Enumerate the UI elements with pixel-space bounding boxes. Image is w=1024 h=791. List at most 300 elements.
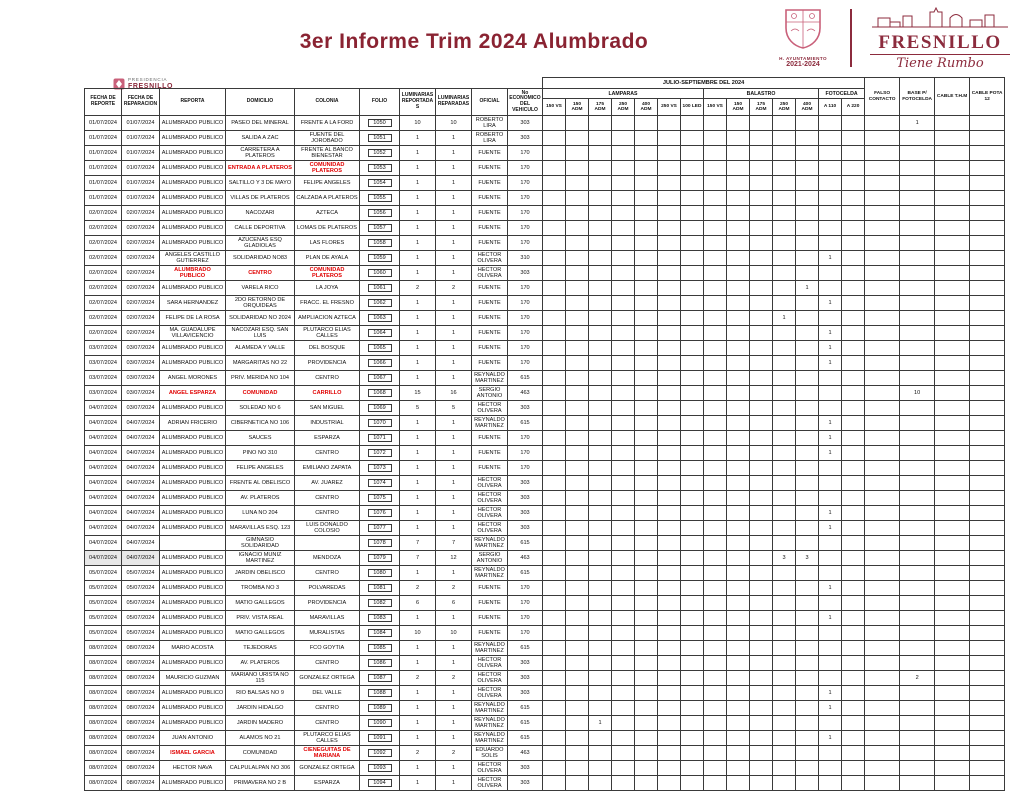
cell-reporta: ALUMBRADO PUBLICO bbox=[160, 566, 226, 581]
cell-reporta: ALUMBRADO PUBLICO bbox=[160, 116, 226, 131]
cell-oficial: FUENTE bbox=[472, 431, 508, 446]
cell-material-11 bbox=[796, 536, 819, 551]
cell-material-8 bbox=[727, 236, 750, 251]
cell-material-1 bbox=[566, 311, 589, 326]
cell-material-2 bbox=[589, 506, 612, 521]
cell-folio bbox=[360, 491, 400, 506]
cell-material-7 bbox=[704, 311, 727, 326]
cell-material-16 bbox=[935, 281, 970, 296]
cell-material-11 bbox=[796, 641, 819, 656]
cell-material-13 bbox=[842, 386, 865, 401]
cell-material-17 bbox=[970, 761, 1005, 776]
cell-material-5 bbox=[658, 551, 681, 566]
cell-material-3 bbox=[612, 341, 635, 356]
cell-reporta: MARIO ACOSTA bbox=[160, 641, 226, 656]
cell-material-1 bbox=[566, 386, 589, 401]
cell-luminarias-reparadas: 1 bbox=[436, 521, 472, 536]
cell-colonia: GONZALEZ ORTEGA bbox=[295, 761, 360, 776]
cell-material-2 bbox=[589, 371, 612, 386]
cell-material-0 bbox=[543, 476, 566, 491]
cell-material-0 bbox=[543, 581, 566, 596]
page-title: 3er Informe Trim 2024 Alumbrado bbox=[299, 30, 649, 53]
cell-fecha-reparacion: 08/07/2024 bbox=[122, 671, 160, 686]
cell-fecha-reporte: 08/07/2024 bbox=[85, 686, 122, 701]
cell-material-2 bbox=[589, 176, 612, 191]
cell-folio bbox=[360, 611, 400, 626]
cell-material-4 bbox=[635, 371, 658, 386]
cell-luminarias-reparadas: 10 bbox=[436, 116, 472, 131]
cell-material-0 bbox=[543, 386, 566, 401]
table-row bbox=[85, 491, 1005, 506]
cell-reporta: ALUMBRADO PUBLICO bbox=[160, 281, 226, 296]
cell-domicilio: SALTILLO Y 3 DE MAYO bbox=[226, 176, 295, 191]
cell-material-5 bbox=[658, 461, 681, 476]
cell-folio bbox=[360, 461, 400, 476]
cell-luminarias-reparadas: 1 bbox=[436, 776, 472, 791]
cell-material-11 bbox=[796, 701, 819, 716]
cell-material-9 bbox=[750, 656, 773, 671]
cell-material-2 bbox=[589, 161, 612, 176]
cell-material-0 bbox=[543, 701, 566, 716]
cell-oficial: FUENTE bbox=[472, 596, 508, 611]
report-table-head bbox=[85, 78, 1005, 116]
cell-material-12 bbox=[819, 626, 842, 641]
cell-material-14 bbox=[865, 116, 900, 131]
cell-material-14 bbox=[865, 521, 900, 536]
cell-material-0 bbox=[543, 191, 566, 206]
cell-reporta: ANGELES CASTILLO GUTIERREZ bbox=[160, 251, 226, 266]
cell-material-0 bbox=[543, 116, 566, 131]
cell-material-16 bbox=[935, 746, 970, 761]
folio-box: 1056 bbox=[368, 209, 392, 217]
cell-material-17 bbox=[970, 326, 1005, 341]
cell-material-5 bbox=[658, 221, 681, 236]
cell-material-4 bbox=[635, 656, 658, 671]
cell-domicilio: PRIMAVERA NO 2 B bbox=[226, 776, 295, 791]
cell-reporta: ALUMBRADO PUBLICO bbox=[160, 626, 226, 641]
folio-box: 1066 bbox=[368, 359, 392, 367]
cell-colonia: FRACC. EL FRESNO bbox=[295, 296, 360, 311]
cell-material-5 bbox=[658, 506, 681, 521]
cell-material-4 bbox=[635, 236, 658, 251]
cell-material-13 bbox=[842, 731, 865, 746]
cell-oficial: HECTOR OLIVERA bbox=[472, 491, 508, 506]
table-row bbox=[85, 236, 1005, 251]
cell-material-13 bbox=[842, 671, 865, 686]
cell-material-13 bbox=[842, 686, 865, 701]
cell-material-1 bbox=[566, 521, 589, 536]
cell-material-7 bbox=[704, 611, 727, 626]
cell-no-economico: 170 bbox=[508, 446, 543, 461]
cell-material-17 bbox=[970, 701, 1005, 716]
cell-domicilio: JARDIN MADERO bbox=[226, 716, 295, 731]
cell-material-1 bbox=[566, 161, 589, 176]
cell-oficial: HECTOR OLIVERA bbox=[472, 506, 508, 521]
cell-material-5 bbox=[658, 761, 681, 776]
cell-colonia: ESPARZA bbox=[295, 776, 360, 791]
cell-material-14 bbox=[865, 146, 900, 161]
cell-material-10 bbox=[773, 176, 796, 191]
cell-luminarias-reparadas: 12 bbox=[436, 551, 472, 566]
cell-material-5 bbox=[658, 281, 681, 296]
cell-material-16 bbox=[935, 716, 970, 731]
cell-material-15 bbox=[900, 401, 935, 416]
cell-domicilio: PRIV. MERIDA NO 104 bbox=[226, 371, 295, 386]
cell-material-8 bbox=[727, 656, 750, 671]
cell-no-economico: 615 bbox=[508, 731, 543, 746]
table-row bbox=[85, 596, 1005, 611]
table-row bbox=[85, 386, 1005, 401]
cell-no-economico: 615 bbox=[508, 566, 543, 581]
col-header-3: DOMICILIO bbox=[226, 89, 295, 116]
cell-material-16 bbox=[935, 581, 970, 596]
cell-material-16 bbox=[935, 776, 970, 791]
cell-material-3 bbox=[612, 311, 635, 326]
cell-material-15 bbox=[900, 191, 935, 206]
cell-oficial: FUENTE bbox=[472, 176, 508, 191]
cell-material-6 bbox=[681, 641, 704, 656]
cell-material-9 bbox=[750, 296, 773, 311]
cell-folio bbox=[360, 671, 400, 686]
cell-material-4 bbox=[635, 401, 658, 416]
cell-folio bbox=[360, 656, 400, 671]
cell-material-17 bbox=[970, 716, 1005, 731]
cell-fecha-reporte: 01/07/2024 bbox=[85, 161, 122, 176]
cell-material-17 bbox=[970, 401, 1005, 416]
cell-colonia: FRENTE A LA FORD bbox=[295, 116, 360, 131]
cell-fecha-reparacion: 05/07/2024 bbox=[122, 596, 160, 611]
cell-folio bbox=[360, 341, 400, 356]
cell-no-economico: 303 bbox=[508, 491, 543, 506]
table-row bbox=[85, 701, 1005, 716]
cell-material-14 bbox=[865, 236, 900, 251]
cell-material-2 bbox=[589, 266, 612, 281]
cell-no-economico: 170 bbox=[508, 581, 543, 596]
cell-material-6 bbox=[681, 371, 704, 386]
cell-material-2 bbox=[589, 776, 612, 791]
cell-fecha-reparacion: 08/07/2024 bbox=[122, 716, 160, 731]
table-row bbox=[85, 761, 1005, 776]
cell-material-7 bbox=[704, 221, 727, 236]
cell-material-9 bbox=[750, 596, 773, 611]
cell-material-0 bbox=[543, 266, 566, 281]
cell-colonia: CENTRO bbox=[295, 446, 360, 461]
cell-oficial: HECTOR OLIVERA bbox=[472, 251, 508, 266]
cell-luminarias-reportadas: 1 bbox=[400, 701, 436, 716]
cell-domicilio: ALAMEDA Y VALLE bbox=[226, 341, 295, 356]
cell-no-economico: 303 bbox=[508, 476, 543, 491]
cell-material-9 bbox=[750, 116, 773, 131]
cell-fecha-reparacion: 01/07/2024 bbox=[122, 161, 160, 176]
group-header-fotocelda: FOTOCELDA bbox=[819, 89, 865, 99]
cell-material-14 bbox=[865, 536, 900, 551]
cell-colonia: PLUTARCO ELIAS CALLES bbox=[295, 326, 360, 341]
cell-material-8 bbox=[727, 731, 750, 746]
cell-colonia: CIENEGUITAS DE MARIANA bbox=[295, 746, 360, 761]
cell-material-11 bbox=[796, 566, 819, 581]
col-header-6: LUMINARIAS REPORTADAS bbox=[400, 89, 436, 116]
table-row bbox=[85, 251, 1005, 266]
folio-box: 1072 bbox=[368, 449, 392, 457]
cell-fecha-reporte: 02/07/2024 bbox=[85, 266, 122, 281]
cell-material-10 bbox=[773, 371, 796, 386]
cell-material-1 bbox=[566, 506, 589, 521]
cell-luminarias-reparadas: 1 bbox=[436, 656, 472, 671]
cell-no-economico: 303 bbox=[508, 776, 543, 791]
cell-material-2 bbox=[589, 356, 612, 371]
cell-material-0 bbox=[543, 611, 566, 626]
cell-material-17 bbox=[970, 611, 1005, 626]
cell-material-0 bbox=[543, 161, 566, 176]
cell-oficial: FUENTE bbox=[472, 446, 508, 461]
cell-material-13 bbox=[842, 746, 865, 761]
cell-reporta: ALUMBRADO PUBLICO bbox=[160, 581, 226, 596]
cell-fecha-reporte: 02/07/2024 bbox=[85, 221, 122, 236]
cell-material-6 bbox=[681, 176, 704, 191]
cell-material-0 bbox=[543, 536, 566, 551]
cell-colonia: PROVIDENCIA bbox=[295, 356, 360, 371]
cell-material-7 bbox=[704, 386, 727, 401]
cell-luminarias-reportadas: 1 bbox=[400, 761, 436, 776]
brand-divider bbox=[850, 9, 852, 67]
cell-luminarias-reportadas: 1 bbox=[400, 641, 436, 656]
cell-material-14 bbox=[865, 776, 900, 791]
cell-colonia: AMPLIACION AZTECA bbox=[295, 311, 360, 326]
cell-material-2 bbox=[589, 431, 612, 446]
cell-material-10 bbox=[773, 611, 796, 626]
cell-material-8 bbox=[727, 401, 750, 416]
cell-material-15 bbox=[900, 251, 935, 266]
cell-material-15 bbox=[900, 161, 935, 176]
folio-box: 1055 bbox=[368, 194, 392, 202]
cell-material-3 bbox=[612, 191, 635, 206]
cell-material-10 bbox=[773, 566, 796, 581]
cell-material-9 bbox=[750, 176, 773, 191]
cell-oficial: REYNALDO MARTINEZ bbox=[472, 416, 508, 431]
period-header: JULIO-SEPTIEMBRE DEL 2024 bbox=[543, 78, 865, 89]
cell-folio bbox=[360, 776, 400, 791]
cell-material-5 bbox=[658, 686, 681, 701]
cell-material-11 bbox=[796, 611, 819, 626]
cell-material-2 bbox=[589, 416, 612, 431]
cell-material-2 bbox=[589, 566, 612, 581]
cell-material-6 bbox=[681, 326, 704, 341]
cell-material-9 bbox=[750, 281, 773, 296]
cell-luminarias-reportadas: 1 bbox=[400, 446, 436, 461]
cell-material-8 bbox=[727, 431, 750, 446]
cell-material-2 bbox=[589, 701, 612, 716]
cell-material-0 bbox=[543, 401, 566, 416]
cell-material-7 bbox=[704, 356, 727, 371]
cell-material-6 bbox=[681, 281, 704, 296]
cell-material-16 bbox=[935, 506, 970, 521]
folio-box: 1093 bbox=[368, 764, 392, 772]
cell-fecha-reparacion: 04/07/2024 bbox=[122, 551, 160, 566]
table-row bbox=[85, 641, 1005, 656]
cell-domicilio: CARRETERA A PLATEROS bbox=[226, 146, 295, 161]
cell-fecha-reparacion: 04/07/2024 bbox=[122, 506, 160, 521]
cell-domicilio: SAUCES bbox=[226, 431, 295, 446]
cell-oficial: HECTOR OLIVERA bbox=[472, 476, 508, 491]
folio-box: 1062 bbox=[368, 299, 392, 307]
cell-material-10 bbox=[773, 296, 796, 311]
cell-folio bbox=[360, 176, 400, 191]
cell-material-10 bbox=[773, 701, 796, 716]
cell-material-5 bbox=[658, 431, 681, 446]
folio-box: 1089 bbox=[368, 704, 392, 712]
cell-material-6 bbox=[681, 776, 704, 791]
cell-material-12 bbox=[819, 371, 842, 386]
cell-material-5 bbox=[658, 671, 681, 686]
cell-oficial: HECTOR OLIVERA bbox=[472, 761, 508, 776]
cell-material-12: 1 bbox=[819, 326, 842, 341]
cell-material-8 bbox=[727, 716, 750, 731]
folio-box: 1070 bbox=[368, 419, 392, 427]
cell-material-8 bbox=[727, 191, 750, 206]
ayuntamiento-crest bbox=[768, 8, 838, 68]
table-row bbox=[85, 626, 1005, 641]
cell-material-17 bbox=[970, 296, 1005, 311]
cell-material-11 bbox=[796, 191, 819, 206]
cell-material-6 bbox=[681, 311, 704, 326]
cell-fecha-reparacion: 02/07/2024 bbox=[122, 326, 160, 341]
cell-material-0 bbox=[543, 446, 566, 461]
cell-no-economico: 170 bbox=[508, 221, 543, 236]
cell-folio bbox=[360, 221, 400, 236]
cell-material-4 bbox=[635, 131, 658, 146]
cell-fecha-reporte: 04/07/2024 bbox=[85, 551, 122, 566]
cell-material-5 bbox=[658, 116, 681, 131]
cell-material-14 bbox=[865, 596, 900, 611]
cell-fecha-reporte: 04/07/2024 bbox=[85, 536, 122, 551]
cell-material-6 bbox=[681, 221, 704, 236]
cell-material-12 bbox=[819, 656, 842, 671]
cell-material-14 bbox=[865, 671, 900, 686]
cell-no-economico: 615 bbox=[508, 701, 543, 716]
cell-material-15 bbox=[900, 731, 935, 746]
cell-material-9 bbox=[750, 731, 773, 746]
cell-material-11 bbox=[796, 296, 819, 311]
cell-material-0 bbox=[543, 371, 566, 386]
cell-oficial: FUENTE bbox=[472, 326, 508, 341]
cell-material-9 bbox=[750, 356, 773, 371]
cell-material-12 bbox=[819, 476, 842, 491]
cell-material-11 bbox=[796, 266, 819, 281]
cell-material-13 bbox=[842, 176, 865, 191]
cell-material-14 bbox=[865, 446, 900, 461]
cell-material-15 bbox=[900, 746, 935, 761]
cell-fecha-reparacion: 03/07/2024 bbox=[122, 371, 160, 386]
cell-reporta bbox=[160, 536, 226, 551]
cell-material-12 bbox=[819, 386, 842, 401]
cell-material-2 bbox=[589, 671, 612, 686]
cell-material-7 bbox=[704, 446, 727, 461]
cell-material-4 bbox=[635, 566, 658, 581]
cell-material-3 bbox=[612, 566, 635, 581]
cell-reporta: ALUMBRADO PUBLICO bbox=[160, 401, 226, 416]
cell-material-12: 1 bbox=[819, 521, 842, 536]
cell-material-11: 3 bbox=[796, 551, 819, 566]
cell-luminarias-reportadas: 1 bbox=[400, 311, 436, 326]
cell-colonia: MENDOZA bbox=[295, 551, 360, 566]
cell-luminarias-reparadas: 1 bbox=[436, 356, 472, 371]
cell-material-5 bbox=[658, 641, 681, 656]
cell-material-8 bbox=[727, 536, 750, 551]
report-table bbox=[84, 77, 1005, 791]
cell-oficial: REYNALDO MARTINEZ bbox=[472, 701, 508, 716]
cell-fecha-reporte: 02/07/2024 bbox=[85, 281, 122, 296]
col-header-2: REPORTA bbox=[160, 89, 226, 116]
cell-material-2 bbox=[589, 461, 612, 476]
cell-colonia: MURALISTAS bbox=[295, 626, 360, 641]
cell-material-4 bbox=[635, 476, 658, 491]
cell-material-6 bbox=[681, 296, 704, 311]
cell-material-0 bbox=[543, 431, 566, 446]
cell-material-1 bbox=[566, 266, 589, 281]
cell-material-11 bbox=[796, 761, 819, 776]
cell-material-10 bbox=[773, 191, 796, 206]
cell-material-2 bbox=[589, 296, 612, 311]
cell-material-2 bbox=[589, 401, 612, 416]
group-header-balastro: BALASTRO bbox=[704, 89, 819, 99]
cell-luminarias-reparadas: 1 bbox=[436, 506, 472, 521]
cell-fecha-reporte: 01/07/2024 bbox=[85, 176, 122, 191]
cell-no-economico: 303 bbox=[508, 401, 543, 416]
cell-material-7 bbox=[704, 671, 727, 686]
cell-luminarias-reportadas: 1 bbox=[400, 416, 436, 431]
cell-material-5 bbox=[658, 356, 681, 371]
cell-fecha-reporte: 08/07/2024 bbox=[85, 641, 122, 656]
cell-material-16 bbox=[935, 491, 970, 506]
cell-luminarias-reparadas: 1 bbox=[436, 326, 472, 341]
cell-reporta: MAURICIO GUZMAN bbox=[160, 671, 226, 686]
cell-material-16 bbox=[935, 401, 970, 416]
cell-material-17 bbox=[970, 251, 1005, 266]
cell-material-1 bbox=[566, 626, 589, 641]
cell-oficial: FUENTE bbox=[472, 341, 508, 356]
cell-material-5 bbox=[658, 176, 681, 191]
cell-material-14 bbox=[865, 161, 900, 176]
cell-reporta: ALUMBRADO PUBLICO bbox=[160, 431, 226, 446]
cell-material-6 bbox=[681, 491, 704, 506]
cell-luminarias-reportadas: 1 bbox=[400, 161, 436, 176]
cell-material-5 bbox=[658, 716, 681, 731]
cell-material-4 bbox=[635, 311, 658, 326]
cell-reporta: ALUMBRADO PUBLICO bbox=[160, 491, 226, 506]
cell-material-5 bbox=[658, 131, 681, 146]
cell-material-14 bbox=[865, 641, 900, 656]
cell-material-11 bbox=[796, 596, 819, 611]
cell-material-8 bbox=[727, 746, 750, 761]
folio-box: 1052 bbox=[368, 149, 392, 157]
cell-material-0 bbox=[543, 776, 566, 791]
cell-luminarias-reparadas: 7 bbox=[436, 536, 472, 551]
cell-material-12 bbox=[819, 281, 842, 296]
cell-material-2 bbox=[589, 656, 612, 671]
cell-material-4 bbox=[635, 176, 658, 191]
cell-material-11 bbox=[796, 656, 819, 671]
cell-domicilio: ENTRADA A PLATEROS bbox=[226, 161, 295, 176]
cell-material-15 bbox=[900, 551, 935, 566]
cell-material-14 bbox=[865, 656, 900, 671]
cell-material-6 bbox=[681, 566, 704, 581]
cell-material-6 bbox=[681, 401, 704, 416]
cell-material-6 bbox=[681, 581, 704, 596]
cell-material-10 bbox=[773, 356, 796, 371]
cell-material-14 bbox=[865, 461, 900, 476]
cell-material-7 bbox=[704, 716, 727, 731]
cell-oficial: FUENTE bbox=[472, 461, 508, 476]
